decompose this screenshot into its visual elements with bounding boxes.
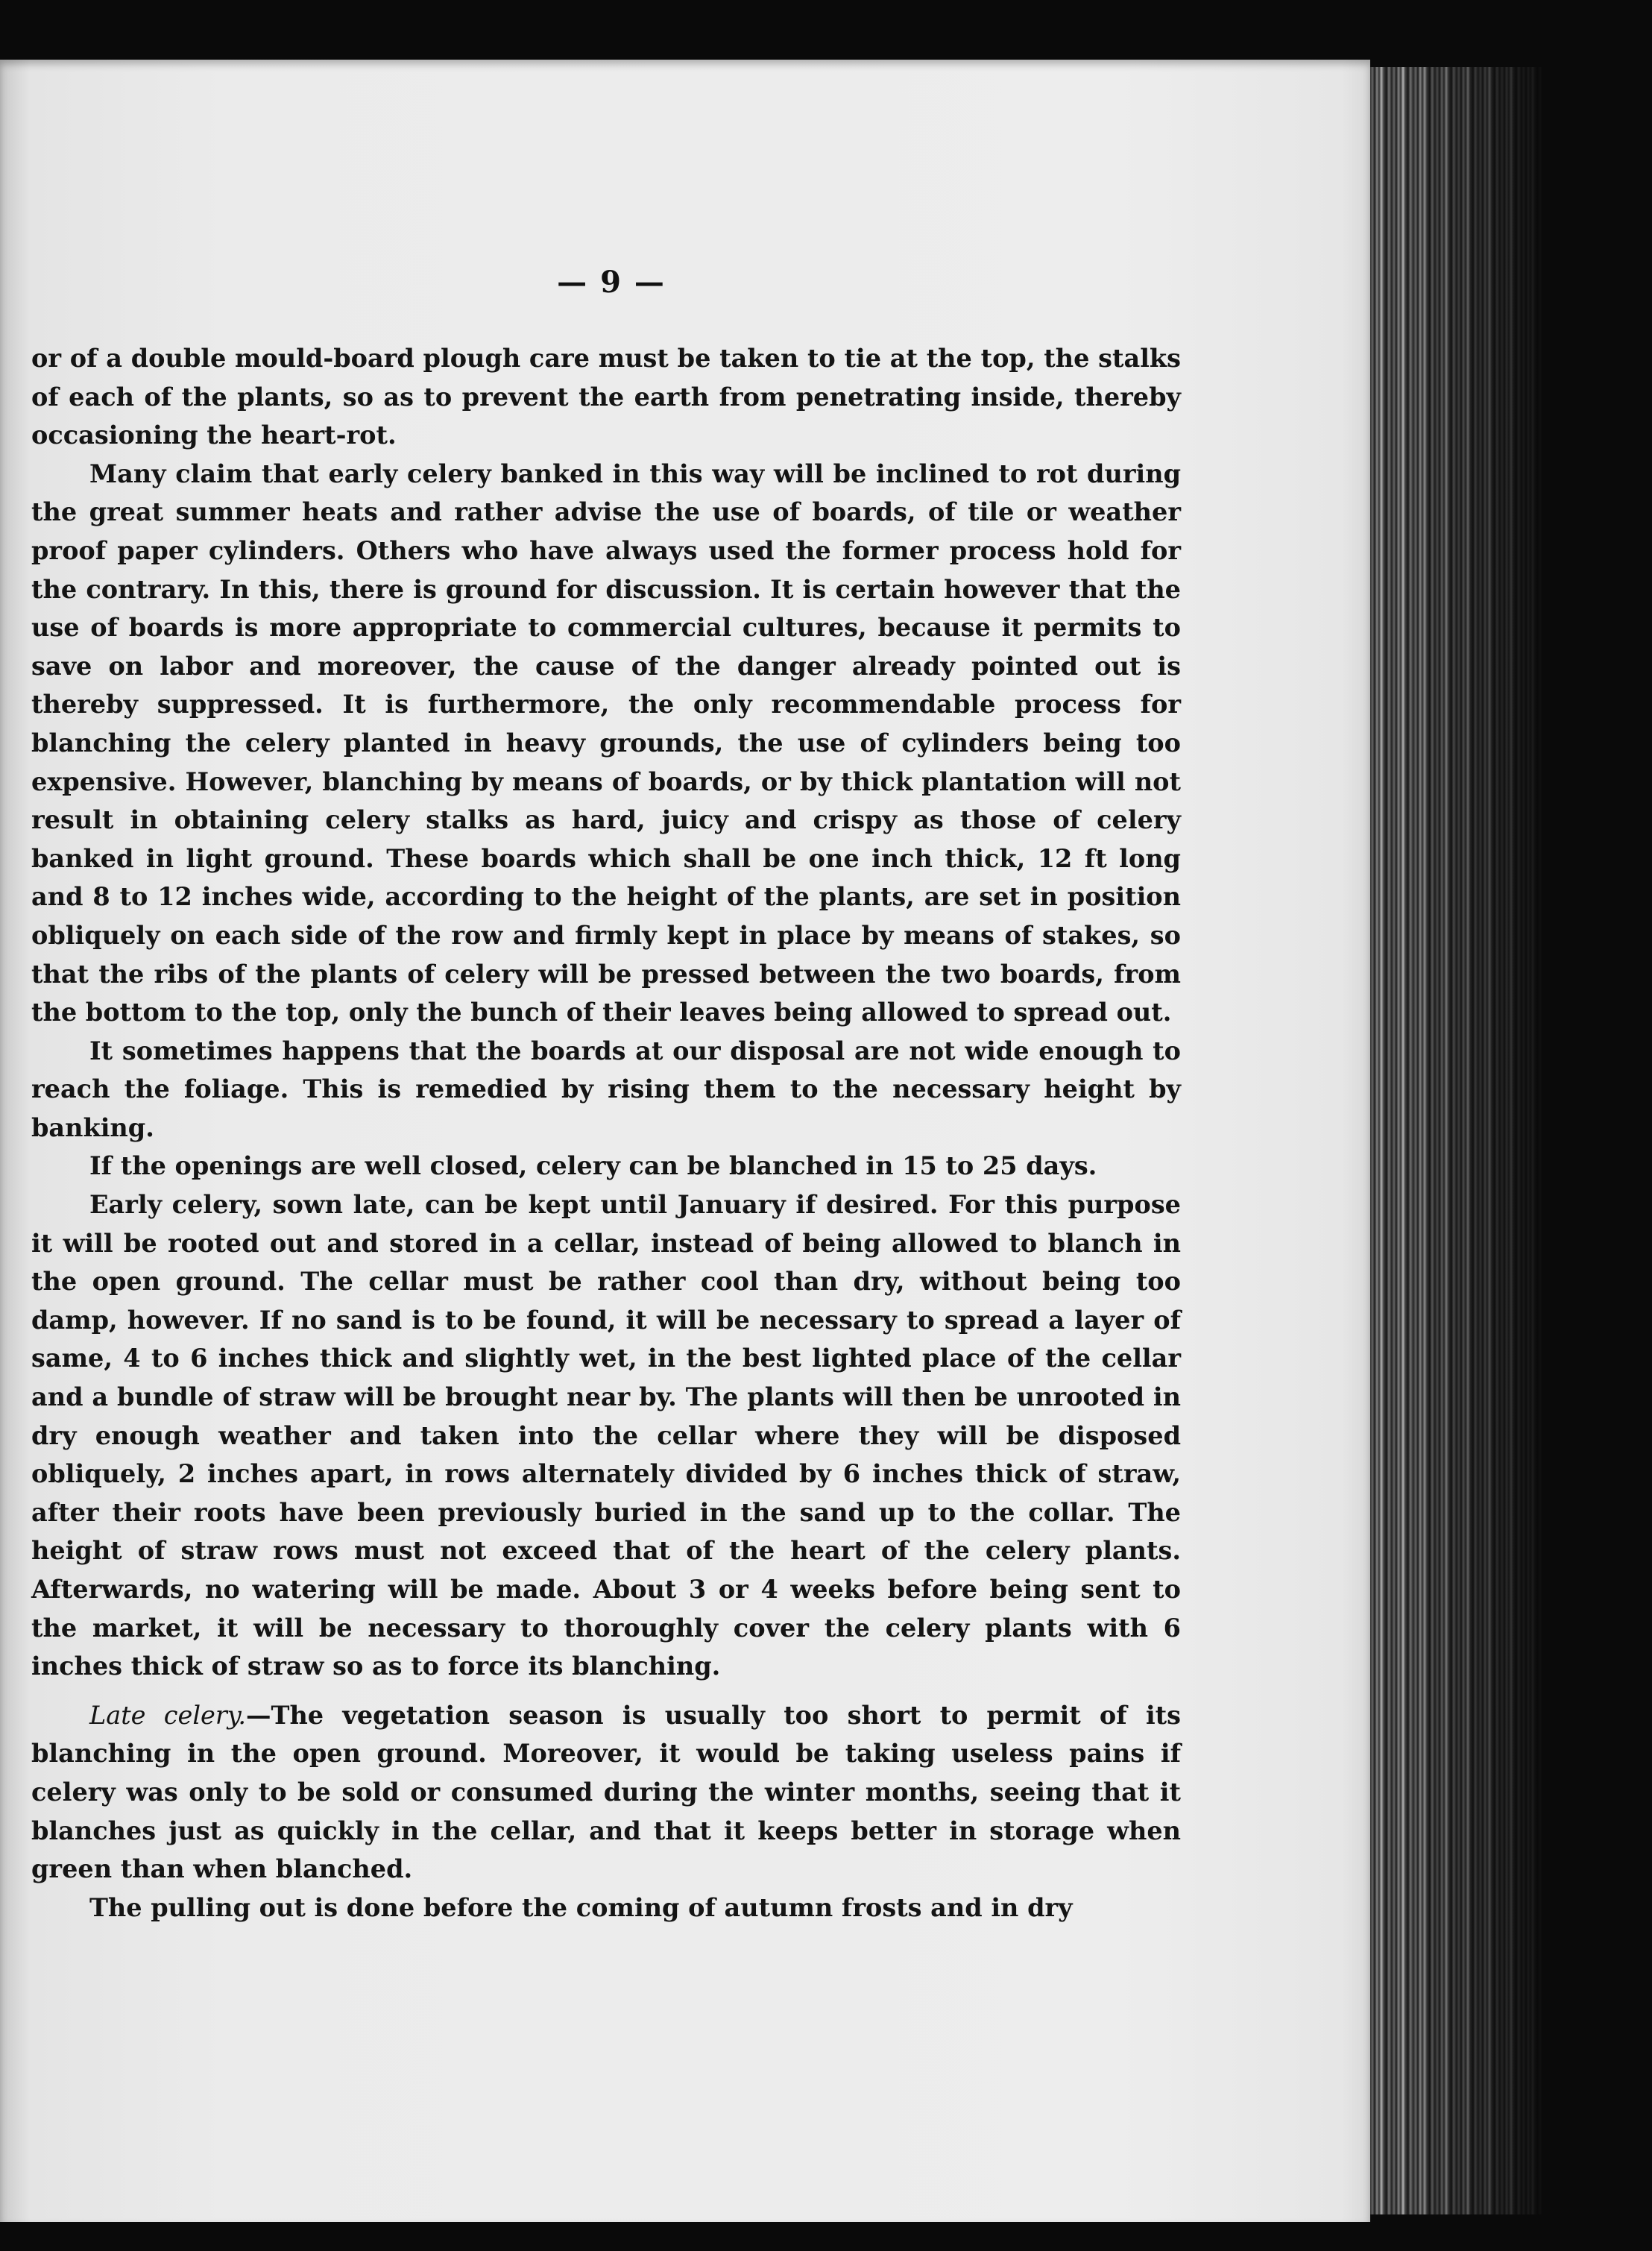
page-number: — 9 — [557,265,666,300]
paragraph-banking: It sometimes happens that the boards at our disposal are not wide enough to reach the foliage. This is remedied by rising them to the necessary height by banking. [31,1036,1181,1142]
book-page-edges [1370,67,1542,2214]
section-heading-late-celery: Late celery. [89,1700,247,1730]
paragraph-pulling-out: The pulling out is done before the coming of autumn frosts and in dry [89,1892,1073,1922]
paragraph-blanch-time: If the openings are well closed, celery can be blanched in 15 to 25 days. [89,1151,1097,1181]
paragraph-continuation: or of a double mould-board plough care must be taken to tie at the top, the stalks of each of the plants, so as to prevent the earth from penetrating inside, thereby occasioning the heart-rot. [31,344,1181,450]
paragraph-boards: Many claim that early celery banked in this way will be inclined to rot during the great summer heats and rather advise the use of boards, of tile or weather proof paper cylinders. Others who have always used the former process hold for the contrary. In this, there is ground for discussion. It is certain however that the use of boards is more appropriate to commercial cultures, because it permits to save on labor and moreover, the cause of the danger already pointed out is thereby suppressed. It is furthermore, the only recommendable process for blanching the celery planted in heavy grounds, the use of cylinders being too expensive. However, blanching by means of boards, or by thick plantation will not result in obtaining celery stalks as hard, juicy and crispy as those of celery banked in light ground. These boards which shall be one inch thick, 12 ft long and 8 to 12 inches wide, according to the height of the plants, are set in position obliquely on each side of the row and firmly kept in place by means of stakes, so that the ribs of the plants of celery will be pressed between the two boards, from the bottom to the top, only the bunch of their leaves being allowed to spread out. [31,459,1181,1027]
body-text [31,339,1181,1927]
paragraph-cellar-storage: Early celery, sown late, can be kept until January if desired. For this purpose it will be rooted out and stored in a cellar, instead of being allowed to blanch in the open ground. The cellar must be rather cool than dry, without being too damp, however. If no sand is to be found, it will be necessary to spread a layer of same, 4 to 6 inches thick and slightly wet, in the best lighted place of the cellar and a bundle of straw will be brought near by. The plants will then be unrooted in dry enough weather and taken into the cellar where they will be disposed obliquely, 2 inches apart, in rows alternately divided by 6 inches thick of straw, after their roots have been previously buried in the sand up to the collar. The height of straw rows must not exceed that of the heart of the celery plants. Afterwards, no watering will be made. About 3 or 4 weeks before being sent to the market, it will be necessary to thoroughly cover the celery plants with 6 inches thick of straw so as to force its blanching. [31,1190,1181,1681]
paragraph-late-celery-text: —The vegetation season is usually too short to permit of its blanching in the open ground. Moreover, it would be taking useless pains if celery was only to be sold or consumed during the winter months, seeing that it blanches just as quickly in the cellar, and that it keeps better in storage when green than when blanched. [31,1700,1182,1884]
paragraph-late-celery [31,1696,1181,1889]
